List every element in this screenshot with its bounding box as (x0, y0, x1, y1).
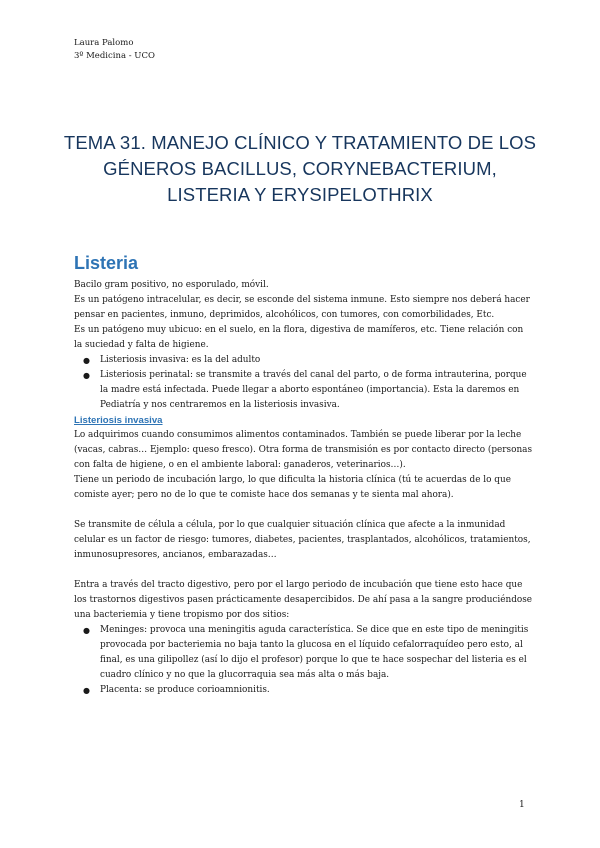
intro-paragraph: Bacilo gram positivo, no esporulado, móvil. (74, 280, 269, 290)
section-heading-listeria: Listeria (74, 253, 139, 273)
tropism-sites-list (74, 623, 534, 698)
intro-paragraph: Es un patógeno intracelular, es decir, se esconde del sistema inmune. Esto siempre nos deberá hacer pensar en pacientes, inmuno, deprimidos, alcohólicos, con tumores, con comorbilidades, Etc. (74, 295, 530, 320)
paragraph: Entra a través del tracto digestivo, pero por el largo periodo de incubación que tiene esto hace que los trastornos digestivos pasen prácticamente desapercibidos. De ahí pasa a la sangre produciéndose una bacteriemia y tiene tropismo por dos sitios: (74, 580, 533, 620)
document-body (74, 278, 534, 698)
paragraph: Se transmite de célula a célula, por lo que cualquier situación clínica que afecte a la inmunidad celular es un factor de riesgo: tumores, diabetes, pacientes, trasplantados, alcohólicos, tratamientos, inmunosupresores, ancianos, embarazadas… (74, 520, 531, 560)
list-item: ● Listeriosis perinatal: se transmite a través del canal del parto, o de forma intrauterina, porque la madre está infectada. Puede llegar a aborto espontáneo (importancia). Esta la daremos en Pediatría y nos centraremos en la listeriosis invasiva. (100, 368, 534, 413)
list-item: ● Meninges: provoca una meningitis aguda característica. Se dice que en este tipo de meningitis provocada por bacteriemia no baja tanto la glucosa en el líquido cefalorraquídeo pero esto, al final, es una gilipollez (así lo dijo el profesor) porque lo que te hace sospechar del listeria es el cuadro clínico y no que la glucorraquia sea más alta o más baja. (100, 623, 534, 683)
listeriosis-types-list (74, 353, 534, 413)
page-header (74, 37, 155, 63)
intro-paragraph: Es un patógeno muy ubicuo: en el suelo, en la flora, digestiva de mamíferos, etc. Tiene relación con la suciedad y falta de higiene. (74, 325, 524, 350)
author-name: Laura Palomo (74, 38, 134, 48)
subsection-heading-listeriosis-invasiva: Listeriosis invasiva (74, 415, 163, 426)
page-number: 1 (519, 800, 525, 810)
paragraph: Lo adquirimos cuando consumimos alimentos contaminados. También se puede liberar por la leche (vacas, cabras… Ejemplo: queso fresco). Otra forma de transmisión es por contacto directo (personas con falta de higiene, o en el ambiente laboral: ganaderos, veterinarios…). (74, 430, 533, 470)
course-label: 3º Medicina - UCO (74, 51, 155, 61)
spacer (74, 563, 534, 578)
spacer (74, 503, 534, 518)
list-item: ● Placenta: se produce corioamnionitis. (100, 683, 534, 698)
list-item: ● Listeriosis invasiva: es la del adulto (100, 353, 534, 368)
document-title: TEMA 31. MANEJO CLÍNICO Y TRATAMIENTO DE LOS GÉNEROS BACILLUS, CORYNEBACTERIUM, LISTERIA Y ERYSIPELOTHRIX (63, 132, 537, 205)
paragraph: Tiene un periodo de incubación largo, lo que dificulta la historia clínica (tú te acuerdas de lo que comiste ayer; pero no de lo que te comiste hace dos semanas y te sienta mal ahora). (74, 475, 511, 500)
